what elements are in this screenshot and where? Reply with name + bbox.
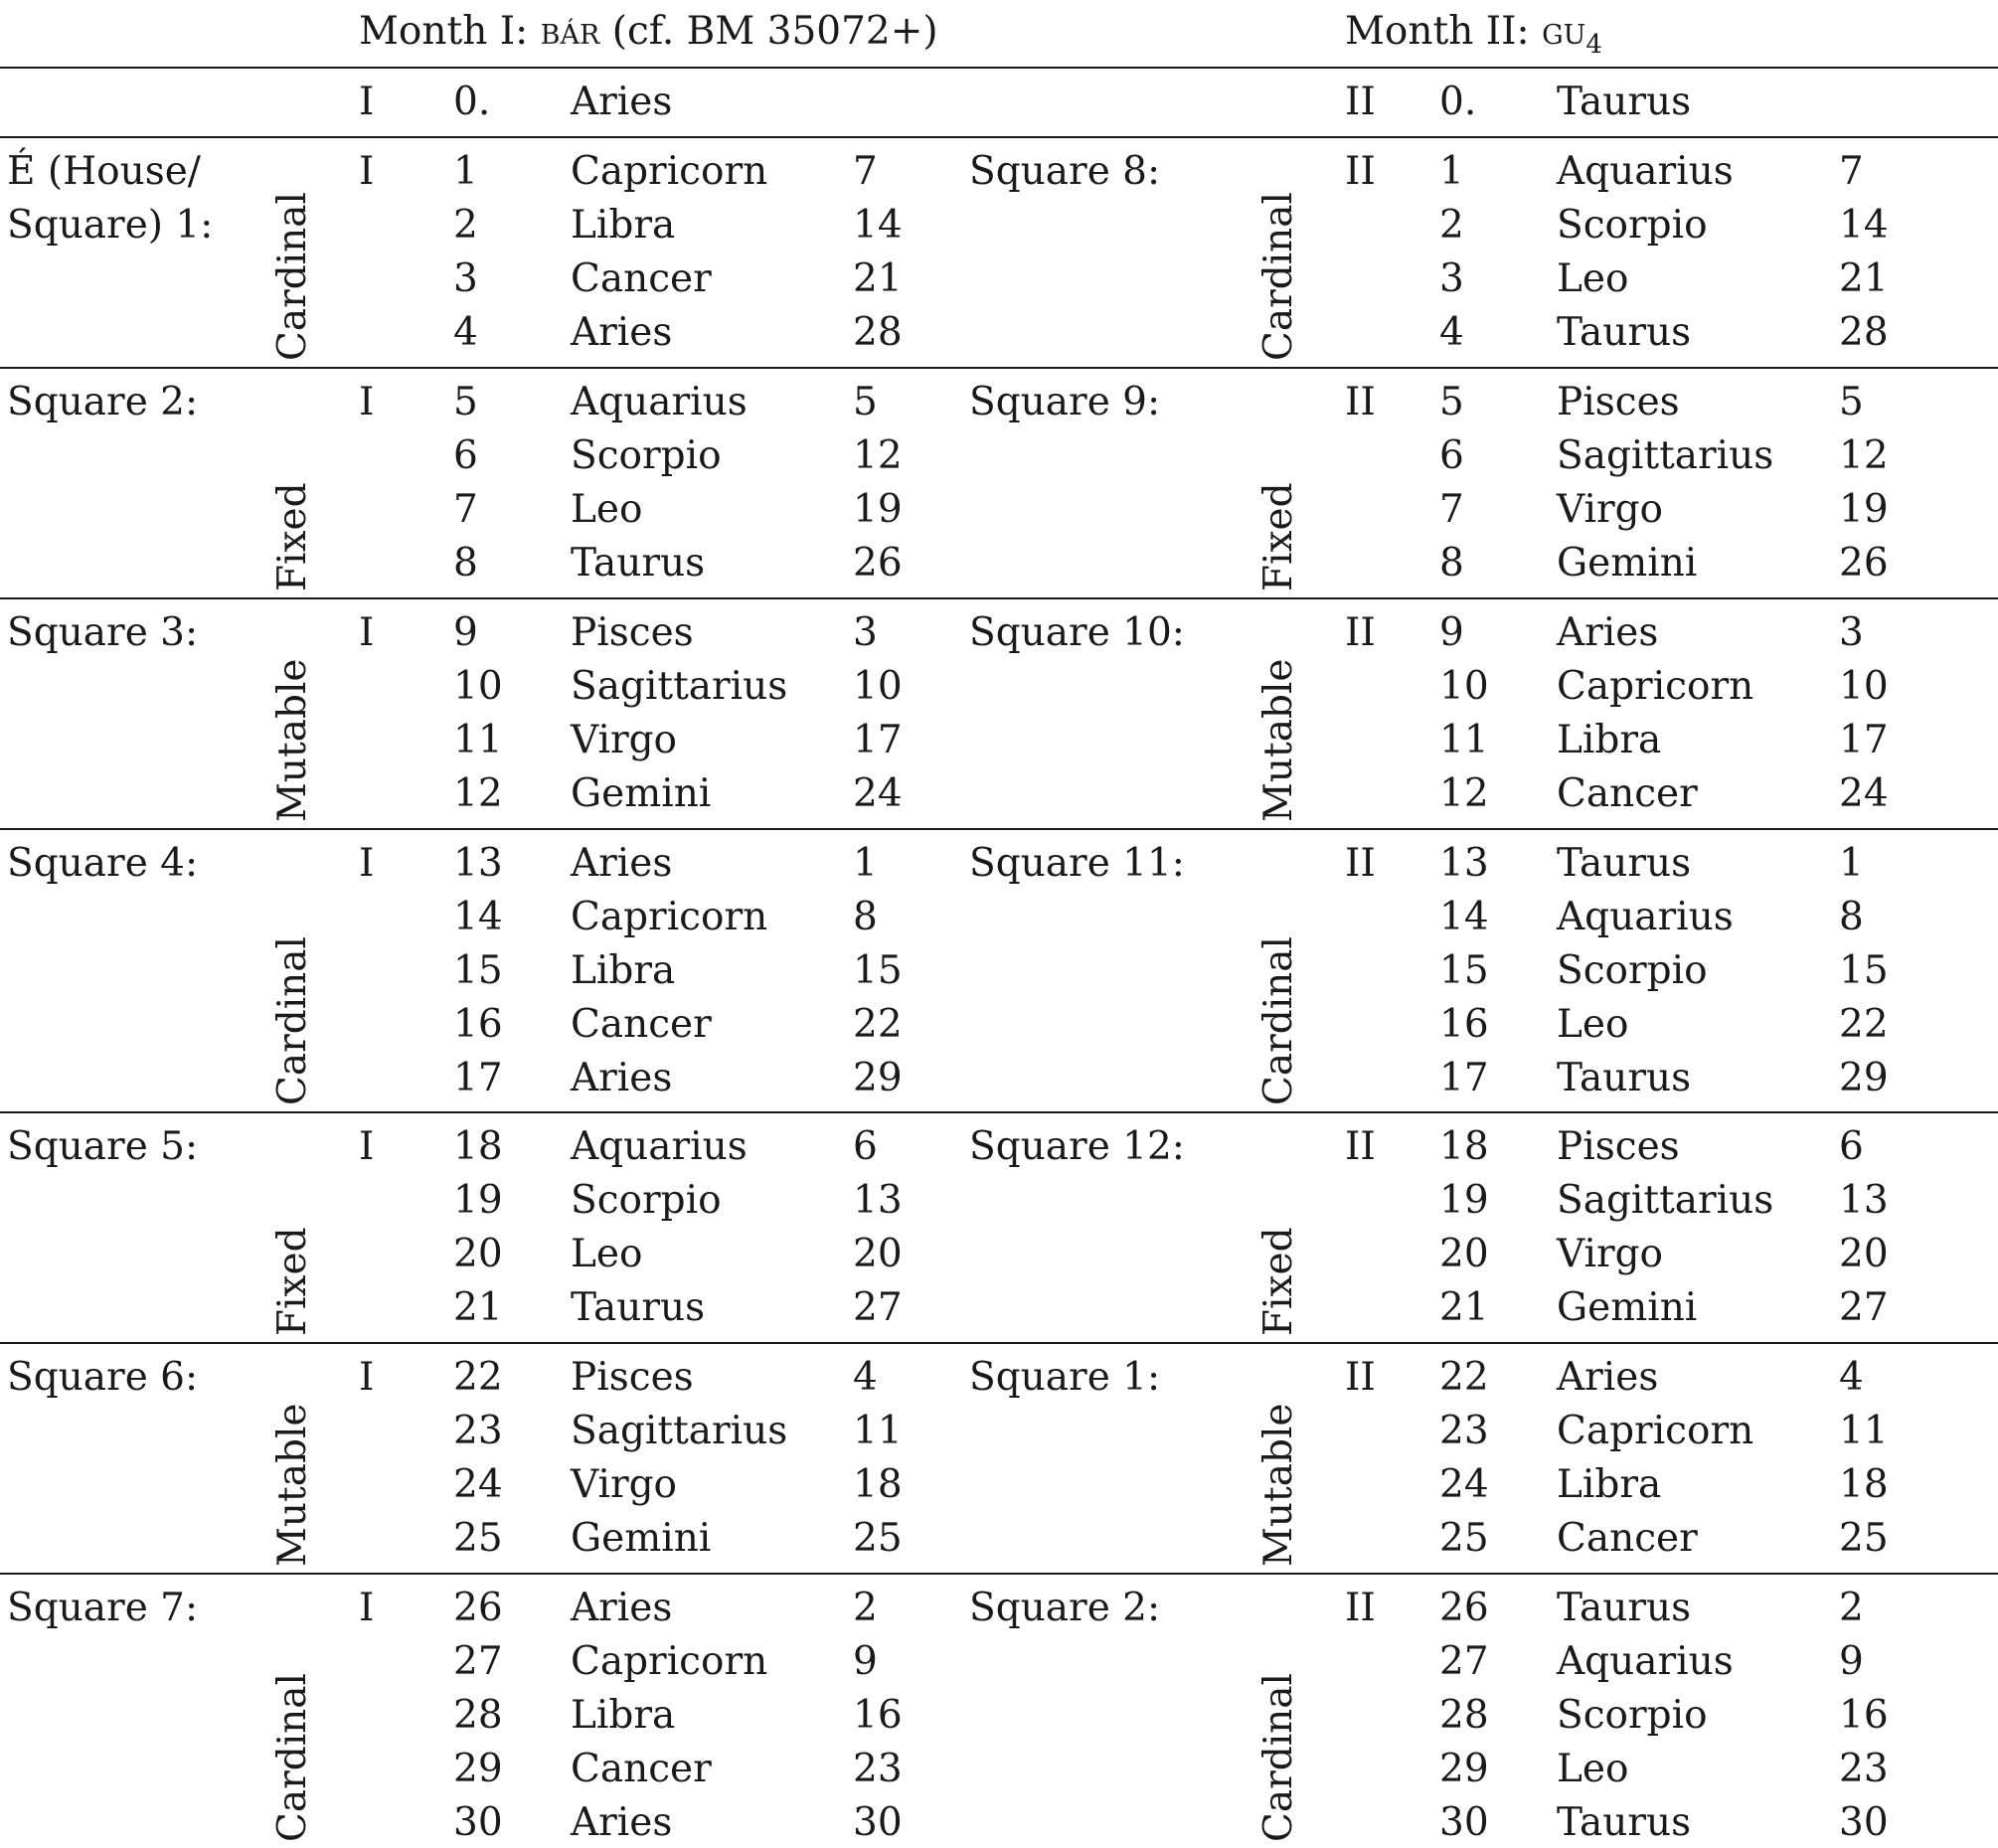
zodiac-sign: Leo [1557,256,1629,301]
degree-value: 8 [1839,895,1864,939]
degree-value: 18 [853,1462,903,1507]
day-number: 8 [453,541,478,586]
day-number: 23 [453,1409,503,1453]
day-number: 4 [453,310,478,355]
zodiac-sign: Aries [1557,610,1659,655]
row0-right-sign: Taurus [1557,80,1692,124]
degree-value: 21 [853,256,903,301]
day-number: 3 [453,256,478,301]
month-roman-right-5: II [1345,1124,1376,1169]
degree-value: 28 [853,310,903,355]
day-number: 20 [453,1232,503,1276]
month-roman-right-1: II [1345,149,1376,194]
day-number: 1 [453,149,478,194]
degree-value: 27 [853,1285,903,1330]
mode-label-left-1: Cardinal [270,191,315,361]
degree-value: 4 [853,1355,878,1400]
day-number: 25 [1439,1516,1489,1561]
square-label-right-4: Square 11: [969,841,1185,886]
degree-value: 7 [1839,149,1864,194]
mode-label-right-4: Cardinal [1256,935,1301,1105]
square-label-right-7: Square 2: [969,1586,1161,1630]
day-number: 23 [1439,1409,1489,1453]
day-number: 5 [453,380,478,424]
zodiac-sign: Leo [1557,1747,1629,1791]
zodiac-sign: Sagittarius [571,1409,788,1453]
degree-value: 18 [1839,1462,1889,1507]
zodiac-sign: Aquarius [571,380,748,424]
mode-label-left-3: Mutable [270,658,315,822]
group-divider-2 [0,367,1998,369]
row0-right-month: II [1345,80,1376,124]
day-number: 7 [453,487,478,532]
zodiac-sign: Aquarius [1557,895,1734,939]
mode-label-left-2: Fixed [270,482,315,591]
day-number: 11 [453,718,503,762]
mode-label-right-1: Cardinal [1256,191,1301,361]
day-number: 30 [453,1800,503,1845]
month-roman-left-1: I [359,149,375,194]
square-label-right-1: Square 8: [969,149,1161,194]
day-number: 15 [453,948,503,993]
day-number: 18 [1439,1124,1489,1169]
mode-label-left-7: Cardinal [270,1672,315,1842]
degree-value: 1 [1839,841,1864,886]
day-number: 15 [1439,948,1489,993]
day-number: 3 [1439,256,1464,301]
row0-left-day: 0. [453,80,491,124]
day-number: 6 [1439,433,1464,478]
day-number: 11 [1439,718,1489,762]
degree-value: 21 [1839,256,1889,301]
square-label-left-1: É (House/ [7,149,201,194]
zodiac-sign: Taurus [1557,1586,1692,1630]
day-number: 25 [453,1516,503,1561]
day-number: 29 [1439,1747,1489,1791]
zodiac-sign: Scorpio [1557,948,1708,993]
degree-value: 12 [853,433,903,478]
zodiac-sign: Taurus [571,541,706,586]
mode-label-right-7: Cardinal [1256,1672,1301,1842]
zodiac-sign: Leo [571,487,643,532]
month-roman-left-6: I [359,1355,375,1400]
degree-value: 23 [853,1747,903,1791]
day-number: 13 [453,841,503,886]
degree-value: 28 [1839,310,1889,355]
zodiac-sign: Virgo [571,1462,678,1507]
day-number: 13 [1439,841,1489,886]
square-label-left-4: Square 4: [7,841,199,886]
zodiac-sign: Libra [1557,718,1662,762]
square-label-left-7: Square 7: [7,1586,199,1630]
zodiac-sign: Pisces [1557,380,1680,424]
zodiac-sign: Sagittarius [571,664,788,709]
mode-label-left-4: Cardinal [270,935,315,1105]
zodiac-sign: Aquarius [1557,149,1734,194]
day-number: 27 [453,1639,503,1684]
zodiac-sign: Cancer [1557,1516,1698,1561]
zodiac-sign: Taurus [1557,1800,1692,1845]
row0-left-month: I [359,80,375,124]
zodiac-sign: Taurus [1557,841,1692,886]
header-rule [0,67,1998,69]
degree-value: 25 [1839,1516,1889,1561]
degree-value: 15 [853,948,903,993]
degree-value: 3 [853,610,878,655]
day-number: 14 [453,895,503,939]
day-number: 20 [1439,1232,1489,1276]
day-number: 19 [453,1178,503,1223]
degree-value: 9 [1839,1639,1864,1684]
degree-value: 3 [1839,610,1864,655]
zodiac-sign: Aquarius [1557,1639,1734,1684]
day-number: 29 [453,1747,503,1791]
degree-value: 16 [1839,1693,1889,1738]
month-roman-right-2: II [1345,380,1376,424]
row0-right-day: 0. [1439,80,1477,124]
day-number: 7 [1439,487,1464,532]
day-number: 10 [1439,664,1489,709]
day-number: 16 [453,1002,503,1047]
degree-value: 11 [853,1409,903,1453]
mode-label-right-2: Fixed [1256,482,1301,591]
day-number: 10 [453,664,503,709]
mode-label-right-3: Mutable [1256,658,1301,822]
zodiac-sign: Gemini [571,771,712,816]
month-2-name: gu [1542,9,1586,54]
zodiac-sign: Libra [571,203,676,248]
day-number: 30 [1439,1800,1489,1845]
day-number: 8 [1439,541,1464,586]
degree-value: 1 [853,841,878,886]
degree-value: 13 [1839,1178,1889,1223]
zodiac-sign: Taurus [1557,1056,1692,1100]
zodiac-sign: Aries [571,1586,673,1630]
month-1-name: bár [540,9,600,54]
degree-value: 29 [1839,1056,1889,1100]
zodiac-sign: Scorpio [571,1178,722,1223]
group-divider-3 [0,597,1998,599]
day-number: 28 [1439,1693,1489,1738]
day-number: 16 [1439,1002,1489,1047]
degree-value: 17 [853,718,903,762]
day-number: 14 [1439,895,1489,939]
degree-value: 19 [853,487,903,532]
zodiac-sign: Gemini [1557,1285,1698,1330]
day-number: 4 [1439,310,1464,355]
zodiac-sign: Virgo [1557,1232,1664,1276]
degree-value: 26 [1839,541,1889,586]
day-number: 22 [1439,1355,1489,1400]
day-number: 27 [1439,1639,1489,1684]
degree-value: 20 [853,1232,903,1276]
day-number: 24 [453,1462,503,1507]
degree-value: 22 [853,1002,903,1047]
day-number: 22 [453,1355,503,1400]
zodiac-sign: Libra [571,1693,676,1738]
mode-label-right-6: Mutable [1256,1403,1301,1567]
month-roman-left-5: I [359,1124,375,1169]
degree-value: 24 [853,771,903,816]
zodiac-sign: Scorpio [571,433,722,478]
degree-value: 7 [853,149,878,194]
degree-value: 29 [853,1056,903,1100]
month-roman-right-7: II [1345,1586,1376,1630]
day-number: 2 [453,203,478,248]
group-divider-4 [0,828,1998,830]
zodiac-sign: Aries [571,310,673,355]
zodiac-sign: Libra [1557,1462,1662,1507]
group-divider-1 [0,136,1998,138]
day-number: 12 [1439,771,1489,816]
degree-value: 23 [1839,1747,1889,1791]
degree-value: 6 [853,1124,878,1169]
zodiac-sign: Leo [571,1232,643,1276]
degree-value: 25 [853,1516,903,1561]
day-number: 24 [1439,1462,1489,1507]
degree-value: 9 [853,1639,878,1684]
square-label-right-3: Square 10: [969,610,1185,655]
row0-left-sign: Aries [571,80,673,124]
degree-value: 26 [853,541,903,586]
zodiac-sign: Leo [1557,1002,1629,1047]
degree-value: 27 [1839,1285,1889,1330]
zodiac-sign: Aries [571,1800,673,1845]
degree-value: 14 [853,203,903,248]
zodiac-sign: Libra [571,948,676,993]
month-roman-left-3: I [359,610,375,655]
degree-value: 4 [1839,1355,1864,1400]
degree-value: 12 [1839,433,1889,478]
month-1-prefix: Month I: [359,9,541,54]
degree-value: 11 [1839,1409,1889,1453]
degree-value: 20 [1839,1232,1889,1276]
day-number: 17 [453,1056,503,1100]
mode-label-left-6: Mutable [270,1403,315,1567]
day-number: 18 [453,1124,503,1169]
day-number: 17 [1439,1056,1489,1100]
degree-value: 30 [1839,1800,1889,1845]
degree-value: 16 [853,1693,903,1738]
day-number: 28 [453,1693,503,1738]
day-number: 9 [453,610,478,655]
degree-value: 5 [853,380,878,424]
day-number: 26 [1439,1586,1489,1630]
day-number: 21 [453,1285,503,1330]
degree-value: 5 [1839,380,1864,424]
month-roman-right-3: II [1345,610,1376,655]
month-roman-right-6: II [1345,1355,1376,1400]
square-label-right-6: Square 1: [969,1355,1161,1400]
zodiac-sign: Capricorn [571,1639,768,1684]
degree-value: 2 [1839,1586,1864,1630]
zodiac-sign: Scorpio [1557,203,1708,248]
degree-value: 6 [1839,1124,1864,1169]
degree-value: 17 [1839,718,1889,762]
day-number: 21 [1439,1285,1489,1330]
degree-value: 14 [1839,203,1889,248]
degree-value: 8 [853,895,878,939]
degree-value: 13 [853,1178,903,1223]
degree-value: 30 [853,1800,903,1845]
day-number: 6 [453,433,478,478]
zodiac-sign: Gemini [1557,541,1698,586]
degree-value: 10 [853,664,903,709]
month-1-header [359,9,938,54]
square-label-left-2: Square 2: [7,380,199,424]
zodiac-sign: Cancer [571,1747,712,1791]
day-number: 1 [1439,149,1464,194]
zodiac-sign: Aries [571,1056,673,1100]
zodiac-sign: Sagittarius [1557,433,1774,478]
day-number: 19 [1439,1178,1489,1223]
zodiac-sign: Pisces [1557,1124,1680,1169]
day-number: 9 [1439,610,1464,655]
square-label-left-6: Square 6: [7,1355,199,1400]
degree-value: 19 [1839,487,1889,532]
square-label-left-1-line2: Square) 1: [7,203,214,248]
mode-label-left-5: Fixed [270,1227,315,1336]
zodiac-sign: Capricorn [571,149,768,194]
group-divider-5 [0,1111,1998,1113]
zodiac-sign: Gemini [571,1516,712,1561]
group-divider-7 [0,1573,1998,1575]
zodiac-sign: Pisces [571,1355,694,1400]
degree-value: 10 [1839,664,1889,709]
month-1-suffix: (cf. BM 35072+) [599,9,938,54]
zodiac-sign: Virgo [1557,487,1664,532]
zodiac-sign: Taurus [571,1285,706,1330]
degree-value: 24 [1839,771,1889,816]
degree-value: 22 [1839,1002,1889,1047]
day-number: 26 [453,1586,503,1630]
month-2-header [1345,9,1602,60]
degree-value: 2 [853,1586,878,1630]
zodiac-sign: Aries [571,841,673,886]
month-roman-left-2: I [359,380,375,424]
month-2-prefix: Month II: [1345,9,1543,54]
square-label-left-5: Square 5: [7,1124,199,1169]
square-label-right-2: Square 9: [969,380,1161,424]
zodiac-sign: Taurus [1557,310,1692,355]
month-2-subscript: 4 [1585,30,1602,60]
zodiac-sign: Capricorn [1557,664,1754,709]
zodiac-sign: Cancer [571,1002,712,1047]
day-number: 5 [1439,380,1464,424]
zodiac-sign: Aquarius [571,1124,748,1169]
degree-value: 15 [1839,948,1889,993]
zodiac-sign: Virgo [571,718,678,762]
month-roman-left-7: I [359,1586,375,1630]
group-divider-6 [0,1342,1998,1344]
zodiac-sign: Cancer [571,256,712,301]
zodiac-sign: Capricorn [571,895,768,939]
mode-label-right-5: Fixed [1256,1227,1301,1336]
zodiac-sign: Aries [1557,1355,1659,1400]
zodiac-sign: Scorpio [1557,1693,1708,1738]
zodiac-sign: Capricorn [1557,1409,1754,1453]
zodiac-sign: Pisces [571,610,694,655]
zodiac-sign: Sagittarius [1557,1178,1774,1223]
square-label-left-3: Square 3: [7,610,199,655]
day-number: 12 [453,771,503,816]
square-label-right-5: Square 12: [969,1124,1185,1169]
month-roman-left-4: I [359,841,375,886]
zodiac-sign: Cancer [1557,771,1698,816]
day-number: 2 [1439,203,1464,248]
month-roman-right-4: II [1345,841,1376,886]
